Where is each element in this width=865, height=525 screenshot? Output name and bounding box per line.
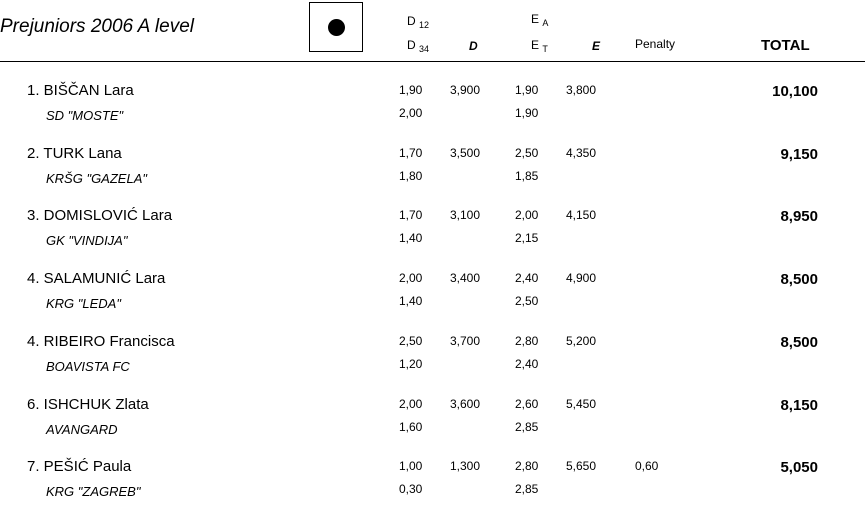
ea-score: 2,40: [515, 271, 539, 285]
ea-score: 2,60: [515, 397, 539, 411]
total-score: 10,100: [772, 83, 818, 100]
d34-score: 1,80: [399, 169, 423, 183]
ea-score: 2,80: [515, 334, 539, 348]
club-name: KRŠG "GAZELA": [46, 171, 147, 186]
et-score: 2,50: [515, 294, 539, 308]
d12-score: 1,00: [399, 459, 423, 473]
d34-score: 1,20: [399, 357, 423, 371]
header-ea: E $_A$: [531, 12, 549, 28]
et-score: 1,85: [515, 169, 539, 183]
header-et: E $_T$: [531, 38, 548, 54]
total-score: 8,950: [780, 208, 818, 225]
apparatus-box: [309, 2, 363, 52]
header-divider: [0, 61, 865, 62]
d-score: 3,700: [450, 334, 481, 348]
header-e-total: E: [592, 39, 601, 53]
e-score: 5,200: [566, 334, 597, 348]
ball-icon: [328, 19, 345, 36]
club-name: KRG "ZAGREB": [46, 484, 141, 499]
d-score: 3,400: [450, 271, 481, 285]
total-score: 8,500: [780, 334, 818, 351]
d34-score: 0,30: [399, 482, 423, 496]
club-name: AVANGARD: [46, 422, 118, 437]
total-score: 9,150: [780, 146, 818, 163]
d-score: 3,600: [450, 397, 481, 411]
athlete-name: 4. SALAMUNIĆ Lara: [27, 270, 166, 287]
d12-score: 2,00: [399, 271, 423, 285]
club-name: BOAVISTA FC: [46, 359, 130, 374]
e-score: 5,450: [566, 397, 597, 411]
et-score: 1,90: [515, 106, 539, 120]
et-score: 2,15: [515, 231, 539, 245]
header-total: TOTAL: [761, 37, 810, 54]
athlete-name: 4. RIBEIRO Francisca: [27, 333, 175, 350]
d-score: 1,300: [450, 459, 481, 473]
et-score: 2,85: [515, 482, 539, 496]
d12-score: 1,90: [399, 83, 423, 97]
header-d12: D $_{12}$: [407, 14, 430, 30]
ea-score: 2,00: [515, 208, 539, 222]
d12-score: 2,50: [399, 334, 423, 348]
ea-score: 1,90: [515, 83, 539, 97]
club-name: KRG "LEDA": [46, 296, 121, 311]
e-score: 3,800: [566, 83, 597, 97]
header-d-total: D: [469, 39, 478, 53]
penalty-score: 0,60: [635, 459, 659, 473]
d-score: 3,500: [450, 146, 481, 160]
d34-score: 2,00: [399, 106, 423, 120]
et-score: 2,40: [515, 357, 539, 371]
d34-score: 1,40: [399, 294, 423, 308]
athlete-name: 6. ISHCHUK Zlata: [27, 396, 149, 413]
header-d34: D $_{34}$: [407, 38, 430, 54]
d-score: 3,100: [450, 208, 481, 222]
et-score: 2,85: [515, 420, 539, 434]
d12-score: 2,00: [399, 397, 423, 411]
header-penalty: Penalty: [635, 37, 676, 51]
e-score: 4,900: [566, 271, 597, 285]
total-score: 8,500: [780, 271, 818, 288]
page-title: Prejuniors 2006 A level: [0, 16, 194, 37]
e-score: 4,150: [566, 208, 597, 222]
ea-score: 2,50: [515, 146, 539, 160]
club-name: SD "MOSTE": [46, 108, 124, 123]
d12-score: 1,70: [399, 146, 423, 160]
d-score: 3,900: [450, 83, 481, 97]
e-score: 4,350: [566, 146, 597, 160]
total-score: 8,150: [780, 397, 818, 414]
d12-score: 1,70: [399, 208, 423, 222]
athlete-name: 1. BIŠČAN Lara: [27, 82, 134, 99]
athlete-name: 3. DOMISLOVIĆ Lara: [27, 207, 173, 224]
athlete-name: 7. PEŠIĆ Paula: [27, 458, 132, 475]
athlete-name: 2. TURK Lana: [27, 145, 122, 162]
total-score: 5,050: [780, 459, 818, 476]
e-score: 5,650: [566, 459, 597, 473]
d34-score: 1,60: [399, 420, 423, 434]
d34-score: 1,40: [399, 231, 423, 245]
club-name: GK "VINDIJA": [46, 233, 128, 248]
ea-score: 2,80: [515, 459, 539, 473]
